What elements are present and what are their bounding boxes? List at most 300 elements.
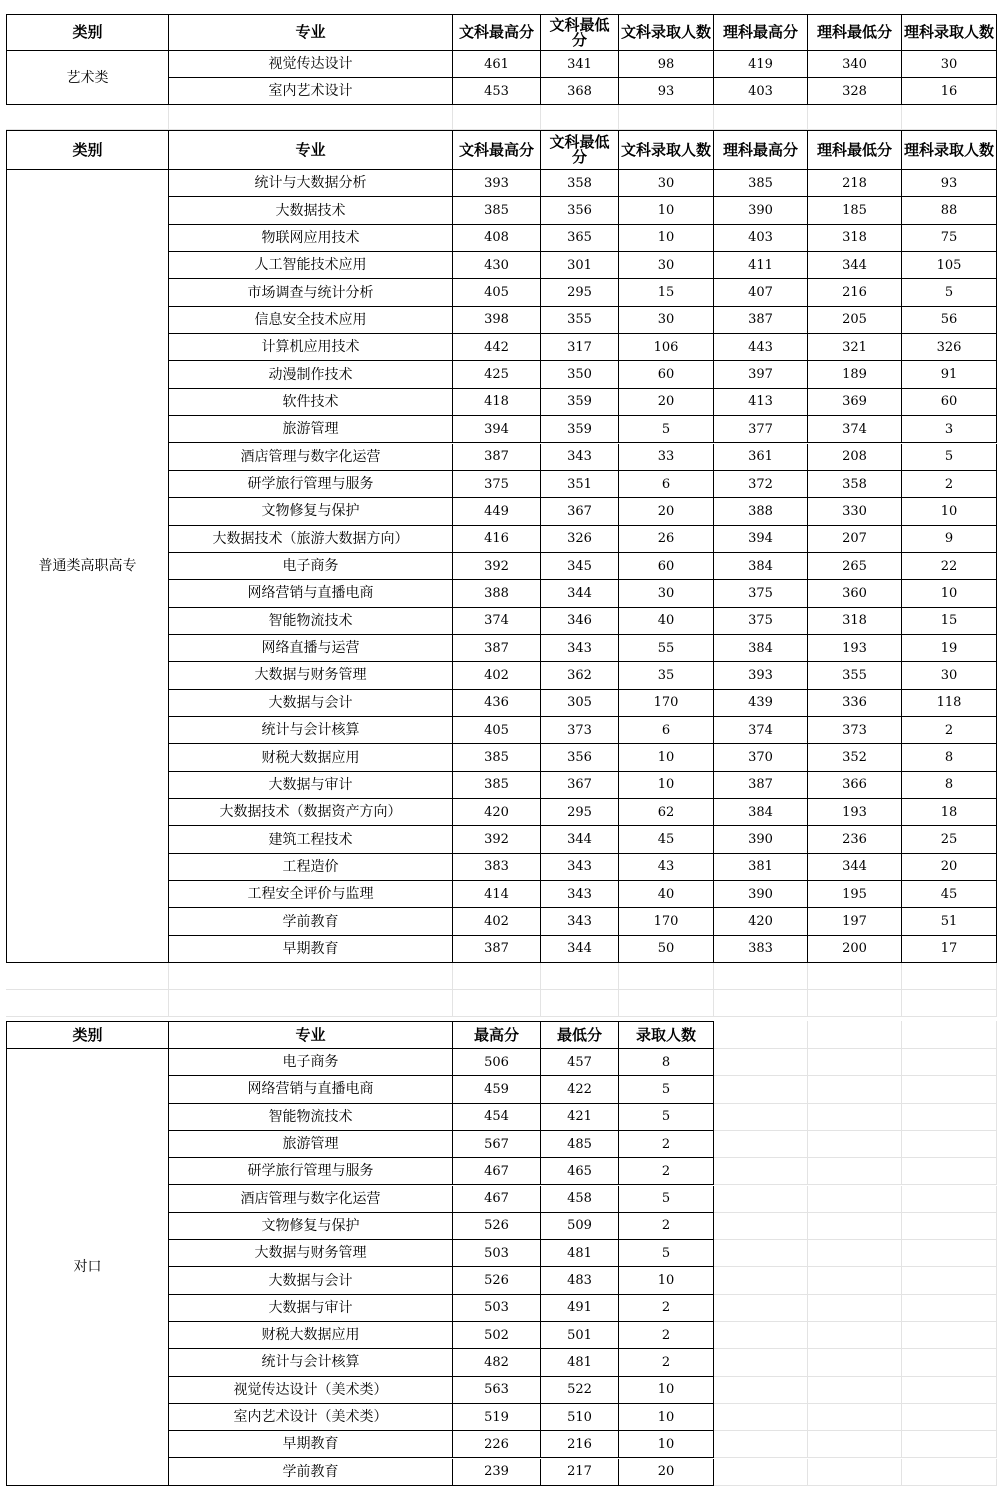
cell-li-max: 384	[714, 553, 808, 580]
cell-major: 市场调查与统计分析	[169, 279, 453, 306]
cell-li-min: 218	[808, 170, 902, 197]
cell-li-min: 330	[808, 498, 902, 525]
cell-wen-min: 367	[541, 772, 619, 799]
cell-wen-max: 461	[453, 51, 541, 78]
cell-li-max: 385	[714, 170, 808, 197]
empty-cell	[808, 1322, 902, 1349]
cell-wen-count: 30	[619, 307, 714, 334]
cell-wen-max: 387	[453, 635, 541, 662]
cell-major: 人工智能技术应用	[169, 252, 453, 279]
cell-li-count: 118	[902, 690, 997, 717]
cell-min: 483	[541, 1267, 619, 1294]
cell-li-min: 360	[808, 580, 902, 607]
header-wen-count: 文科录取人数	[619, 130, 714, 170]
cell-major: 酒店管理与数字化运营	[169, 1186, 453, 1213]
cell-wen-max: 418	[453, 389, 541, 416]
cell-wen-min: 343	[541, 854, 619, 881]
cell-li-max: 403	[714, 225, 808, 252]
empty-cell	[902, 1322, 997, 1349]
empty-cell	[714, 1459, 808, 1486]
cell-major: 文物修复与保护	[169, 1213, 453, 1240]
cell-wen-max: 442	[453, 334, 541, 361]
cell-li-count: 8	[902, 772, 997, 799]
header-wen-max: 文科最高分	[453, 130, 541, 170]
cell-major: 视觉传达设计（美术类）	[169, 1377, 453, 1404]
header-category: 类别	[6, 1021, 169, 1049]
cell-li-count: 15	[902, 608, 997, 635]
cell-li-count: 75	[902, 225, 997, 252]
empty-cell	[169, 963, 453, 990]
cell-wen-min: 343	[541, 881, 619, 908]
cell-li-min: 236	[808, 826, 902, 853]
cell-min: 458	[541, 1186, 619, 1213]
cell-max: 454	[453, 1104, 541, 1131]
cell-wen-min: 373	[541, 717, 619, 744]
cell-li-count: 5	[902, 279, 997, 306]
cell-li-max: 384	[714, 799, 808, 826]
cell-major: 大数据与会计	[169, 1267, 453, 1294]
cell-major: 财税大数据应用	[169, 1322, 453, 1349]
cell-major: 大数据技术（数据资产方向）	[169, 799, 453, 826]
cell-major: 建筑工程技术	[169, 826, 453, 853]
cell-li-max: 411	[714, 252, 808, 279]
cell-li-min: 189	[808, 361, 902, 388]
empty-cell	[902, 1104, 997, 1131]
cell-wen-count: 60	[619, 361, 714, 388]
header-count: 录取人数	[619, 1021, 714, 1049]
cell-count: 10	[619, 1404, 714, 1431]
empty-cell	[902, 1431, 997, 1458]
empty-cell	[902, 1404, 997, 1431]
empty-cell	[619, 990, 714, 1017]
header-li-count: 理科录取人数	[902, 14, 997, 51]
cell-wen-min: 326	[541, 526, 619, 553]
empty-cell	[902, 1377, 997, 1404]
cell-wen-min: 362	[541, 662, 619, 689]
cell-li-count: 51	[902, 908, 997, 935]
cell-count: 2	[619, 1322, 714, 1349]
cell-count: 8	[619, 1049, 714, 1076]
cell-wen-max: 416	[453, 526, 541, 553]
empty-cell	[541, 963, 619, 990]
empty-cell	[808, 1431, 902, 1458]
cell-wen-min: 356	[541, 197, 619, 224]
cell-major: 大数据技术	[169, 197, 453, 224]
cell-wen-count: 10	[619, 197, 714, 224]
empty-cell	[808, 1267, 902, 1294]
cell-wen-count: 40	[619, 881, 714, 908]
cell-major: 旅游管理	[169, 1131, 453, 1158]
cell-wen-min: 341	[541, 51, 619, 78]
cell-major: 室内艺术设计（美术类）	[169, 1404, 453, 1431]
empty-cell	[808, 990, 902, 1017]
cell-min: 217	[541, 1459, 619, 1486]
cell-li-min: 358	[808, 471, 902, 498]
empty-cell	[808, 1158, 902, 1185]
cell-wen-count: 30	[619, 170, 714, 197]
cell-li-min: 193	[808, 635, 902, 662]
cell-wen-min: 351	[541, 471, 619, 498]
cell-count: 2	[619, 1158, 714, 1185]
cell-wen-min: 365	[541, 225, 619, 252]
empty-cell	[714, 1021, 808, 1049]
cell-wen-max: 405	[453, 717, 541, 744]
empty-cell	[808, 1049, 902, 1076]
cell-min: 485	[541, 1131, 619, 1158]
cell-count: 5	[619, 1240, 714, 1267]
cell-wen-min: 305	[541, 690, 619, 717]
empty-cell	[902, 990, 997, 1017]
cell-wen-count: 10	[619, 772, 714, 799]
cell-wen-max: 402	[453, 908, 541, 935]
cell-max: 467	[453, 1158, 541, 1185]
cell-li-count: 326	[902, 334, 997, 361]
cell-count: 5	[619, 1104, 714, 1131]
empty-cell	[808, 1240, 902, 1267]
cell-li-count: 10	[902, 580, 997, 607]
empty-cell	[808, 1295, 902, 1322]
cell-wen-max: 398	[453, 307, 541, 334]
cell-li-max: 375	[714, 608, 808, 635]
cell-min: 501	[541, 1322, 619, 1349]
cell-li-max: 413	[714, 389, 808, 416]
cell-major: 统计与会计核算	[169, 717, 453, 744]
cell-li-max: 374	[714, 717, 808, 744]
cell-max: 526	[453, 1267, 541, 1294]
cell-min: 509	[541, 1213, 619, 1240]
cell-wen-max: 414	[453, 881, 541, 908]
cell-wen-count: 20	[619, 498, 714, 525]
cell-wen-count: 98	[619, 51, 714, 78]
header-category: 类别	[6, 14, 169, 51]
cell-max: 519	[453, 1404, 541, 1431]
header-min: 最低分	[541, 1021, 619, 1049]
cell-wen-count: 10	[619, 744, 714, 771]
empty-cell	[714, 1104, 808, 1131]
cell-wen-count: 43	[619, 854, 714, 881]
cell-wen-min: 350	[541, 361, 619, 388]
cell-wen-count: 35	[619, 662, 714, 689]
cell-major: 早期教育	[169, 936, 453, 963]
cell-wen-min: 356	[541, 744, 619, 771]
cell-major: 室内艺术设计	[169, 78, 453, 105]
cell-wen-min: 301	[541, 252, 619, 279]
cell-major: 网络营销与直播电商	[169, 1076, 453, 1103]
empty-cell	[714, 1076, 808, 1103]
header-major: 专业	[169, 1021, 453, 1049]
cell-wen-max: 385	[453, 772, 541, 799]
cell-wen-min: 367	[541, 498, 619, 525]
header-li-max: 理科最高分	[714, 14, 808, 51]
cell-li-min: 265	[808, 553, 902, 580]
cell-li-count: 60	[902, 389, 997, 416]
empty-cell	[902, 1213, 997, 1240]
cell-li-min: 185	[808, 197, 902, 224]
cell-min: 481	[541, 1240, 619, 1267]
cell-min: 465	[541, 1158, 619, 1185]
cell-li-count: 3	[902, 416, 997, 443]
cell-major: 网络直播与运营	[169, 635, 453, 662]
cell-major: 大数据与财务管理	[169, 662, 453, 689]
cell-count: 2	[619, 1295, 714, 1322]
cell-major: 大数据与审计	[169, 772, 453, 799]
empty-cell	[714, 1404, 808, 1431]
cell-wen-count: 26	[619, 526, 714, 553]
cell-li-min: 369	[808, 389, 902, 416]
empty-cell	[6, 963, 169, 990]
header-wen-min: 文科最低分	[541, 130, 619, 170]
header-max: 最高分	[453, 1021, 541, 1049]
cell-li-max: 403	[714, 78, 808, 105]
empty-cell	[808, 1404, 902, 1431]
cell-wen-count: 55	[619, 635, 714, 662]
cell-major: 大数据与财务管理	[169, 1240, 453, 1267]
cell-wen-min: 295	[541, 799, 619, 826]
cell-wen-min: 317	[541, 334, 619, 361]
empty-cell	[808, 1076, 902, 1103]
cell-max: 467	[453, 1186, 541, 1213]
cell-major: 计算机应用技术	[169, 334, 453, 361]
cell-li-min: 328	[808, 78, 902, 105]
header-wen-max: 文科最高分	[453, 14, 541, 51]
cell-wen-count: 20	[619, 389, 714, 416]
empty-cell	[714, 1295, 808, 1322]
empty-cell	[808, 105, 902, 130]
empty-cell	[902, 1131, 997, 1158]
cell-li-min: 374	[808, 416, 902, 443]
header-major: 专业	[169, 14, 453, 51]
cell-wen-max: 430	[453, 252, 541, 279]
cell-wen-max: 408	[453, 225, 541, 252]
cell-max: 226	[453, 1431, 541, 1458]
cell-wen-max: 392	[453, 553, 541, 580]
cell-wen-min: 343	[541, 908, 619, 935]
empty-cell	[6, 105, 169, 130]
cell-li-min: 208	[808, 444, 902, 471]
cell-major: 视觉传达设计	[169, 51, 453, 78]
cell-min: 491	[541, 1295, 619, 1322]
cell-li-max: 383	[714, 936, 808, 963]
cell-major: 电子商务	[169, 553, 453, 580]
cell-li-min: 321	[808, 334, 902, 361]
empty-cell	[453, 105, 541, 130]
cell-wen-max: 385	[453, 744, 541, 771]
cell-li-min: 207	[808, 526, 902, 553]
cell-major: 酒店管理与数字化运营	[169, 444, 453, 471]
empty-cell	[453, 963, 541, 990]
cell-li-count: 10	[902, 498, 997, 525]
cell-major: 软件技术	[169, 389, 453, 416]
empty-cell	[902, 963, 997, 990]
header-category: 类别	[6, 130, 169, 170]
cell-li-max: 361	[714, 444, 808, 471]
cell-count: 5	[619, 1186, 714, 1213]
cell-wen-max: 449	[453, 498, 541, 525]
cell-li-max: 375	[714, 580, 808, 607]
cell-li-max: 387	[714, 307, 808, 334]
header-li-min: 理科最低分	[808, 14, 902, 51]
empty-cell	[541, 105, 619, 130]
cell-wen-max: 374	[453, 608, 541, 635]
cell-li-count: 2	[902, 471, 997, 498]
cell-wen-min: 358	[541, 170, 619, 197]
empty-cell	[619, 105, 714, 130]
cell-wen-max: 420	[453, 799, 541, 826]
cell-major: 统计与会计核算	[169, 1349, 453, 1376]
cell-li-max: 439	[714, 690, 808, 717]
cell-count: 10	[619, 1377, 714, 1404]
cell-li-count: 16	[902, 78, 997, 105]
cell-wen-min: 355	[541, 307, 619, 334]
cell-count: 2	[619, 1213, 714, 1240]
cell-wen-count: 45	[619, 826, 714, 853]
cell-wen-count: 6	[619, 471, 714, 498]
header-wen-count: 文科录取人数	[619, 14, 714, 51]
header-li-max: 理科最高分	[714, 130, 808, 170]
cell-li-min: 373	[808, 717, 902, 744]
empty-cell	[714, 1349, 808, 1376]
cell-wen-min: 344	[541, 936, 619, 963]
cell-li-max: 407	[714, 279, 808, 306]
cell-major: 工程造价	[169, 854, 453, 881]
cell-li-max: 388	[714, 498, 808, 525]
cell-li-count: 8	[902, 744, 997, 771]
cell-count: 10	[619, 1431, 714, 1458]
empty-cell	[714, 105, 808, 130]
cell-major: 旅游管理	[169, 416, 453, 443]
cell-li-min: 340	[808, 51, 902, 78]
empty-cell	[541, 990, 619, 1017]
cell-li-count: 105	[902, 252, 997, 279]
cell-wen-min: 345	[541, 553, 619, 580]
cell-max: 239	[453, 1459, 541, 1486]
empty-cell	[619, 963, 714, 990]
cell-wen-max: 388	[453, 580, 541, 607]
cell-min: 522	[541, 1377, 619, 1404]
empty-cell	[902, 1021, 997, 1049]
cell-count: 20	[619, 1459, 714, 1486]
cell-wen-count: 30	[619, 580, 714, 607]
cell-wen-count: 62	[619, 799, 714, 826]
cell-major: 大数据技术（旅游大数据方向）	[169, 526, 453, 553]
cell-li-min: 352	[808, 744, 902, 771]
cell-li-max: 420	[714, 908, 808, 935]
cell-li-max: 419	[714, 51, 808, 78]
cell-wen-max: 394	[453, 416, 541, 443]
cell-li-count: 18	[902, 799, 997, 826]
cell-major: 研学旅行管理与服务	[169, 1158, 453, 1185]
empty-cell	[169, 105, 453, 130]
cell-max: 482	[453, 1349, 541, 1376]
cell-major: 学前教育	[169, 908, 453, 935]
cell-major: 财税大数据应用	[169, 744, 453, 771]
cell-count: 2	[619, 1131, 714, 1158]
empty-cell	[808, 1213, 902, 1240]
empty-cell	[714, 1377, 808, 1404]
cell-count: 2	[619, 1349, 714, 1376]
cell-li-min: 336	[808, 690, 902, 717]
cell-li-count: 2	[902, 717, 997, 744]
cell-wen-min: 295	[541, 279, 619, 306]
empty-cell	[714, 1240, 808, 1267]
cell-major: 智能物流技术	[169, 608, 453, 635]
cell-wen-count: 170	[619, 690, 714, 717]
cell-wen-count: 60	[619, 553, 714, 580]
cell-li-max: 370	[714, 744, 808, 771]
cell-wen-min: 344	[541, 826, 619, 853]
empty-cell	[902, 1459, 997, 1486]
empty-cell	[714, 1158, 808, 1185]
cell-max: 563	[453, 1377, 541, 1404]
cell-li-min: 193	[808, 799, 902, 826]
cell-li-max: 390	[714, 881, 808, 908]
cell-li-min: 355	[808, 662, 902, 689]
cell-max: 567	[453, 1131, 541, 1158]
header-wen-min: 文科最低分	[541, 14, 619, 51]
cell-min: 481	[541, 1349, 619, 1376]
cell-wen-count: 5	[619, 416, 714, 443]
empty-cell	[902, 1158, 997, 1185]
cell-major: 研学旅行管理与服务	[169, 471, 453, 498]
empty-cell	[453, 990, 541, 1017]
cell-wen-count: 6	[619, 717, 714, 744]
header-li-min: 理科最低分	[808, 130, 902, 170]
empty-cell	[714, 1049, 808, 1076]
empty-cell	[714, 963, 808, 990]
cell-li-min: 205	[808, 307, 902, 334]
cell-wen-count: 40	[619, 608, 714, 635]
cell-li-max: 377	[714, 416, 808, 443]
cell-li-max: 443	[714, 334, 808, 361]
cell-wen-min: 359	[541, 389, 619, 416]
empty-cell	[714, 1213, 808, 1240]
cell-li-count: 17	[902, 936, 997, 963]
empty-cell	[714, 1322, 808, 1349]
cell-wen-count: 33	[619, 444, 714, 471]
cell-min: 457	[541, 1049, 619, 1076]
cell-max: 459	[453, 1076, 541, 1103]
cell-min: 421	[541, 1104, 619, 1131]
cell-wen-max: 375	[453, 471, 541, 498]
cell-wen-max: 392	[453, 826, 541, 853]
cell-major: 智能物流技术	[169, 1104, 453, 1131]
cell-li-max: 390	[714, 826, 808, 853]
cell-major: 早期教育	[169, 1431, 453, 1458]
category-general: 普通类高职高专	[6, 170, 169, 963]
cell-li-max: 393	[714, 662, 808, 689]
empty-cell	[902, 1076, 997, 1103]
cell-wen-count: 93	[619, 78, 714, 105]
cell-major: 大数据与会计	[169, 690, 453, 717]
category-art: 艺术类	[6, 51, 169, 105]
cell-min: 422	[541, 1076, 619, 1103]
cell-li-count: 30	[902, 662, 997, 689]
cell-wen-min: 344	[541, 580, 619, 607]
cell-li-min: 200	[808, 936, 902, 963]
empty-cell	[714, 990, 808, 1017]
cell-li-count: 20	[902, 854, 997, 881]
empty-cell	[808, 1131, 902, 1158]
cell-min: 510	[541, 1404, 619, 1431]
category-duikou: 对口	[6, 1049, 169, 1486]
cell-max: 506	[453, 1049, 541, 1076]
cell-wen-max: 402	[453, 662, 541, 689]
empty-cell	[808, 1104, 902, 1131]
cell-li-max: 387	[714, 772, 808, 799]
cell-count: 5	[619, 1076, 714, 1103]
empty-cell	[902, 1267, 997, 1294]
cell-li-count: 30	[902, 51, 997, 78]
